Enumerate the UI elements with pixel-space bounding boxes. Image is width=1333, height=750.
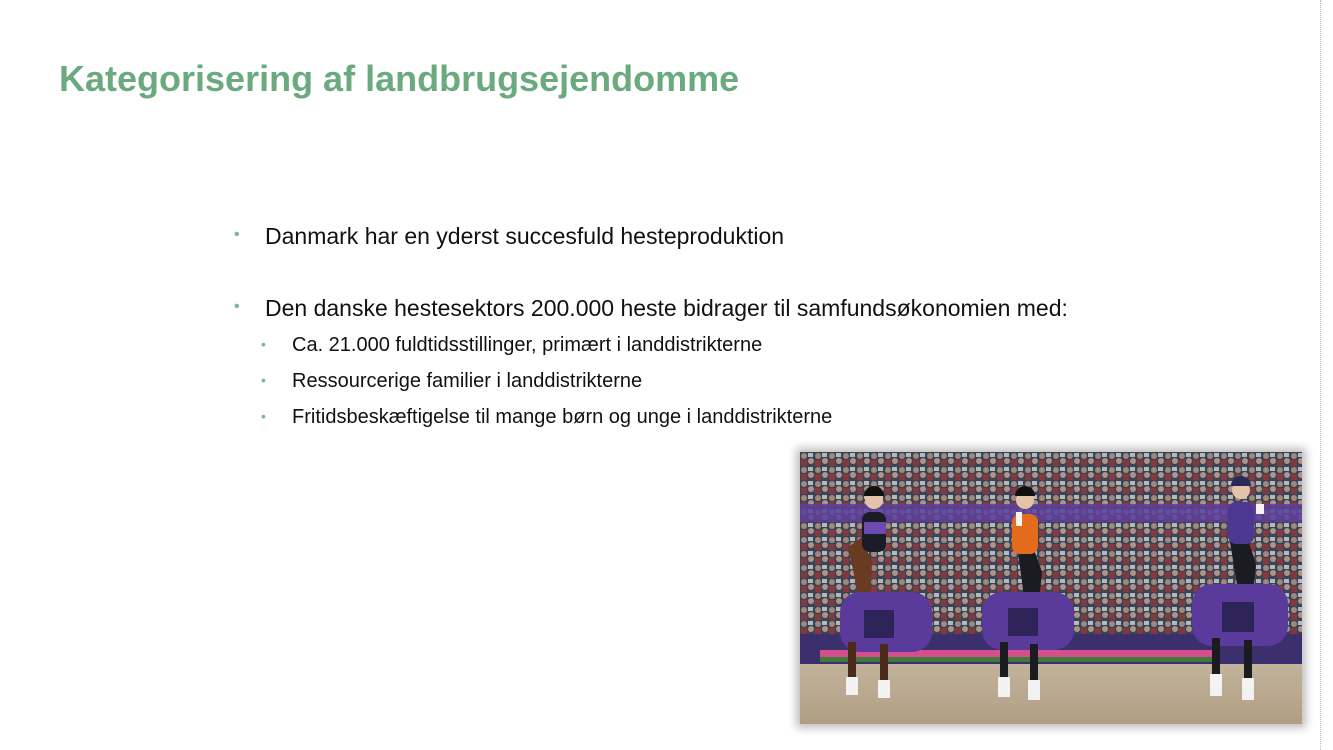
sub-bullet-item [261, 334, 763, 357]
slide-edge-guide [1320, 0, 1322, 750]
dressage-photo-illustration [800, 452, 1302, 724]
bullet-dot-icon: • [234, 298, 240, 315]
dressage-photo [800, 452, 1302, 724]
bullet-item [234, 223, 785, 250]
bullet-dot-icon: • [261, 372, 266, 388]
bullet-item [234, 295, 1068, 322]
bullet-text: Den danske hestesektors 200.000 heste bidrager til samfundsøkonomien med: [265, 295, 1068, 321]
sub-bullet-text: Ressourcerige familier i landdistrikterne [292, 370, 643, 392]
bullet-dot-icon: • [261, 408, 266, 424]
sub-bullet-text: Fritidsbeskæftigelse til mange børn og unge i landdistrikterne [292, 406, 833, 428]
bullet-dot-icon: • [234, 226, 240, 243]
sub-bullet-item [261, 406, 833, 429]
bullet-text: Danmark har en yderst succesfuld hesteproduktion [265, 223, 785, 249]
sub-bullet-text: Ca. 21.000 fuldtidsstillinger, primært i landdistrikterne [292, 334, 763, 356]
slide-title: Kategorisering af landbrugsejendomme [59, 58, 740, 99]
bullet-dot-icon: • [261, 336, 266, 352]
arena-sand [800, 664, 1302, 724]
sub-bullet-item [261, 370, 643, 393]
